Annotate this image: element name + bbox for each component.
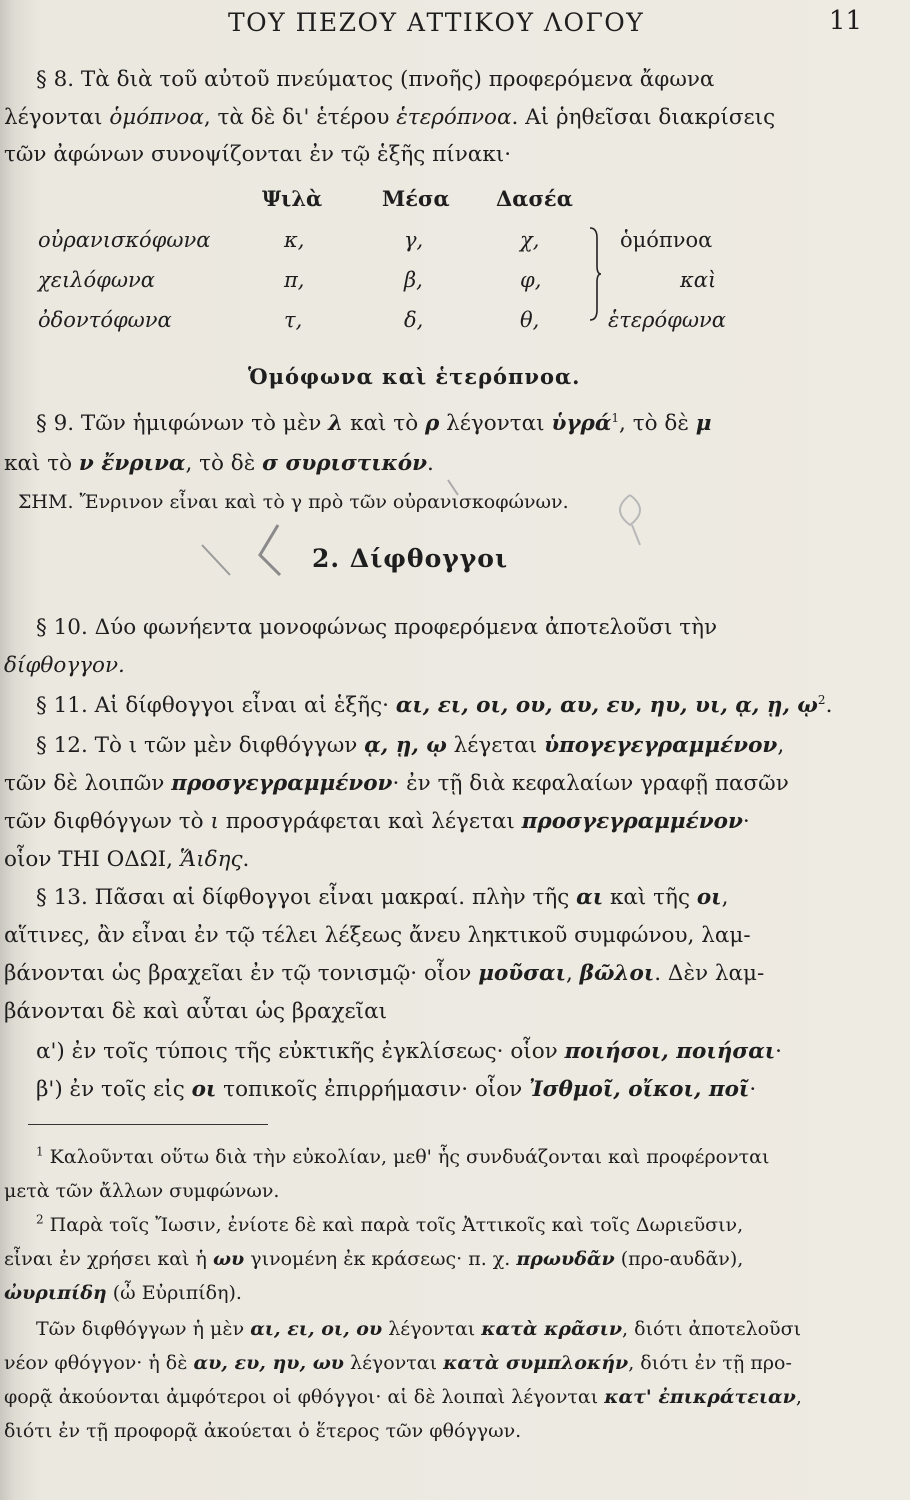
text: τοπικοῖς ἐπιρρήμασιν· οἷον	[216, 1077, 530, 1102]
text: ·	[749, 1077, 757, 1102]
table-cell: γ,	[404, 228, 424, 252]
text: § 9. Τῶν ἡμιφώνων τὸ μὲν	[36, 411, 329, 436]
footnote-2-line-1	[36, 1208, 743, 1242]
diphthongs: αι, ει, οι, ου	[250, 1318, 383, 1340]
text: ·	[742, 809, 750, 834]
subheading: Ὁμόφωνα καὶ ἑτερόπνοα.	[248, 364, 581, 389]
term: κατὰ συμπλοκήν	[443, 1352, 629, 1374]
term-syristikon: σ συριστικόν	[262, 451, 428, 476]
footnote-3-line-2	[4, 1346, 792, 1380]
diphthong: ωυ	[212, 1248, 245, 1270]
text: , τὸ δὲ	[185, 451, 263, 476]
text: (ὦ Εὐριπίδη).	[106, 1282, 242, 1304]
text: καὶ τὸ	[343, 411, 425, 436]
text: φορᾷ ἀκούονται ἀμφότεροι οἱ φθόγγοι· αἱ δὲ λοιπαὶ λέγονται	[4, 1386, 605, 1408]
footnote-2-line-2	[4, 1242, 743, 1276]
table-cell: θ,	[520, 308, 540, 332]
term-eteropnoa: ἑτερόπνοα	[396, 105, 512, 130]
running-title: ΤΟΥ ΠΕΖΟΥ ΑΤΤΙΚΟΥ ΛΟΓΟΥ	[228, 8, 645, 37]
diphthong-list: αι, ει, οι, ου, αυ, ευ, ηυ, υι, ᾳ, ῃ, ῳ	[395, 693, 818, 718]
footnote-1-line-1	[36, 1140, 769, 1174]
table-cell: π,	[284, 268, 305, 292]
table-header: Μέσα	[382, 186, 450, 211]
s10-line-1: § 10. Δύο φωνήεντα μονοφώνως προφερόμενα ἀποτελοῦσι τὴν	[36, 615, 718, 640]
text: . Δὲν λαμ-	[654, 961, 765, 986]
text: § 12. Τὸ ι τῶν μὲν διφθόγγων	[36, 733, 365, 758]
text: ·	[775, 1039, 782, 1064]
text: , διότι ἐν τῇ προ-	[628, 1352, 792, 1374]
s9-line-1	[36, 406, 711, 442]
text: Παρὰ τοῖς Ἴωσιν, ἐνίοτε δὲ καὶ παρὰ τοῖς Ἀττικοῖς καὶ τοῖς Δωριεῦσιν,	[43, 1214, 744, 1236]
term: κατὰ κρᾶσιν	[481, 1318, 623, 1340]
text: Τῶν διφθόγγων ἡ μὲν	[36, 1318, 251, 1340]
text: λέγονται	[4, 105, 110, 130]
example: ὠυριπίδη	[4, 1282, 107, 1304]
text: οἷον ΤΗΙ ΟΔΩΙ,	[4, 847, 180, 872]
table-row-label: οὐρανισκόφωνα	[38, 228, 211, 252]
table-cell: β,	[404, 268, 423, 292]
s8-line-3: τῶν ἀφώνων συνοψίζονται ἐν τῷ ἑξῆς πίνακι·	[4, 142, 512, 167]
page-number: 11	[828, 6, 862, 36]
s11-line-1	[36, 688, 832, 724]
s13-line-5	[36, 1034, 782, 1070]
term: ὑπογεγεγραμμένον	[544, 733, 778, 758]
example: μοῦσαι	[478, 961, 566, 986]
footnote-ref: 2	[817, 692, 826, 707]
text: , τὰ δὲ δι' ἑτέρου	[203, 105, 397, 130]
diphthong: οι	[191, 1077, 217, 1102]
s12-line-2	[4, 766, 789, 802]
table-cell: κ,	[284, 228, 305, 252]
text: § 11. Αἱ δίφθογγοι εἶναι αἱ ἑξῆς·	[36, 693, 396, 718]
letter: λ	[328, 411, 344, 436]
text: γινομένη ἐκ κράσεως· π. χ.	[244, 1248, 517, 1270]
example: ποιήσοι, ποιήσαι	[564, 1039, 776, 1064]
text: α') ἐν τοῖς τύποις τῆς εὐκτικῆς ἐγκλίσεως· οἷον	[36, 1039, 565, 1064]
term: προσγεγραμμένον	[171, 771, 393, 796]
s12-line-1	[36, 728, 784, 764]
s8-line-1: § 8. Τὰ διὰ τοῦ αὐτοῦ πνεύματος (πνοῆς) προφερόμενα ἄφωνα	[36, 67, 715, 92]
text: .	[427, 451, 434, 476]
diphthong: οι	[696, 885, 722, 910]
table-cell: φ,	[520, 268, 542, 292]
text: τῶν διφθόγγων τὸ	[4, 809, 211, 834]
text: , τὸ δὲ	[619, 411, 696, 436]
text: ,	[795, 1386, 802, 1408]
text: .	[825, 693, 833, 718]
diphthongs: αυ, ευ, ηυ, ωυ	[193, 1352, 344, 1374]
brace-icon	[588, 226, 602, 322]
footnote-marker: 2	[36, 1212, 44, 1227]
s13-line-1	[36, 880, 728, 916]
text: καὶ τὸ	[4, 451, 79, 476]
text: ,	[566, 961, 580, 986]
diphthong: αι	[576, 885, 604, 910]
table-header: Ψιλὰ	[262, 186, 323, 211]
footnote-3-line-4: διότι ἐν τῇ προφορᾷ ἀκούεται ὁ ἕτερος τῶν φθόγγων.	[4, 1420, 522, 1442]
table-cell: τ,	[284, 308, 303, 332]
example: Ἅιδης	[179, 847, 243, 872]
table-row-label: χειλόφωνα	[38, 268, 155, 292]
term: κατ' ἐπικράτειαν	[604, 1386, 796, 1408]
text: νέον φθόγγον· ἡ δὲ	[4, 1352, 194, 1374]
text: λέγεται	[446, 733, 545, 758]
text: · ἐν τῇ διὰ κεφαλαίων γραφῇ πασῶν	[392, 771, 789, 796]
term: προσγεγραμμένον	[521, 809, 743, 834]
text: τῶν δὲ λοιπῶν	[4, 771, 172, 796]
text: § 13. Πᾶσαι αἱ δίφθογγοι εἶναι μακραί. πλὴν τῆς	[36, 885, 577, 910]
footnote-marker: 1	[36, 1144, 44, 1159]
table-side-label: ἑτερόφωνα	[608, 308, 726, 332]
table-header: Δασέα	[496, 186, 573, 211]
example: πρωυδᾶν	[516, 1248, 615, 1270]
term-omopnoa: ὁμόπνοα	[109, 105, 204, 130]
page-header	[0, 4, 910, 44]
remark-note: ΣΗΜ. Ἔνρινον εἶναι καὶ τὸ γ πρὸ τῶν οὐρανισκοφώνων.	[18, 491, 569, 513]
table-row-label: ὀδοντόφωνα	[38, 308, 172, 332]
footnote-divider	[28, 1124, 268, 1125]
footnote-2-line-3	[4, 1276, 242, 1310]
s8-line-2	[4, 100, 775, 136]
footnote-ref: 1	[611, 410, 620, 425]
s13-line-2: αἵτινες, ἂν εἶναι ἐν τῷ τέλει λέξεως ἄνευ ληκτικοῦ συμφώνου, λαμ-	[4, 923, 751, 948]
text: λέγονται	[439, 411, 552, 436]
footnote-1-line-2: μετὰ τῶν ἄλλων συμφώνων.	[4, 1180, 280, 1202]
footnote-3-line-1	[36, 1312, 801, 1346]
footnote-3-line-3	[4, 1380, 802, 1414]
text: λέγονται	[382, 1318, 482, 1340]
text: (προ-αυδᾶν),	[614, 1248, 744, 1270]
s13-line-3	[4, 956, 764, 992]
example: Ἰσθμοῖ, οἴκοι, ποῖ	[529, 1077, 750, 1102]
text: καὶ τῆς	[603, 885, 697, 910]
s13-line-4: βάνονται δὲ καὶ αὗται ὡς βραχεῖαι	[4, 999, 388, 1024]
table-cell: χ,	[520, 228, 540, 252]
s12-line-4	[4, 842, 249, 878]
text: , διότι ἀποτελοῦσι	[622, 1318, 802, 1340]
text: ,	[777, 733, 785, 758]
letter: ι	[210, 809, 219, 834]
term-enrina: ν ἔνρινα	[78, 451, 186, 476]
section-heading: 2. Δίφθογγοι	[312, 544, 509, 573]
letter: ρ	[424, 411, 440, 436]
example: βῶλοι	[579, 961, 655, 986]
s13-line-6	[36, 1072, 756, 1108]
text: προσγράφεται καὶ λέγεται	[218, 809, 522, 834]
s10-line-2: δίφθογγον.	[4, 653, 125, 678]
table-side-label: ὁμόπνοα	[620, 228, 713, 252]
text: . Αἱ ῥηθεῖσαι διακρίσεις	[511, 105, 776, 130]
s12-line-3	[4, 804, 750, 840]
term-ygra: ὑγρά	[551, 411, 612, 436]
text: Καλοῦνται οὕτω διὰ τὴν εὐκολίαν, μεθ' ἧς συνδυάζονται καὶ προφέρονται	[43, 1146, 770, 1168]
letter: μ	[695, 411, 712, 436]
table-side-label: καὶ	[680, 268, 717, 292]
text: βάνονται ὡς βραχεῖαι ἐν τῷ τονισμῷ· οἷον	[4, 961, 479, 986]
text: β') ἐν τοῖς εἰς	[36, 1077, 192, 1102]
diphthongs: ᾳ, ῃ, ῳ	[364, 733, 447, 758]
text: λέγονται	[343, 1352, 444, 1374]
text: ,	[721, 885, 729, 910]
text: εἶναι ἐν χρήσει καὶ ἡ	[4, 1248, 213, 1270]
table-cell: δ,	[404, 308, 424, 332]
text: .	[242, 847, 250, 872]
